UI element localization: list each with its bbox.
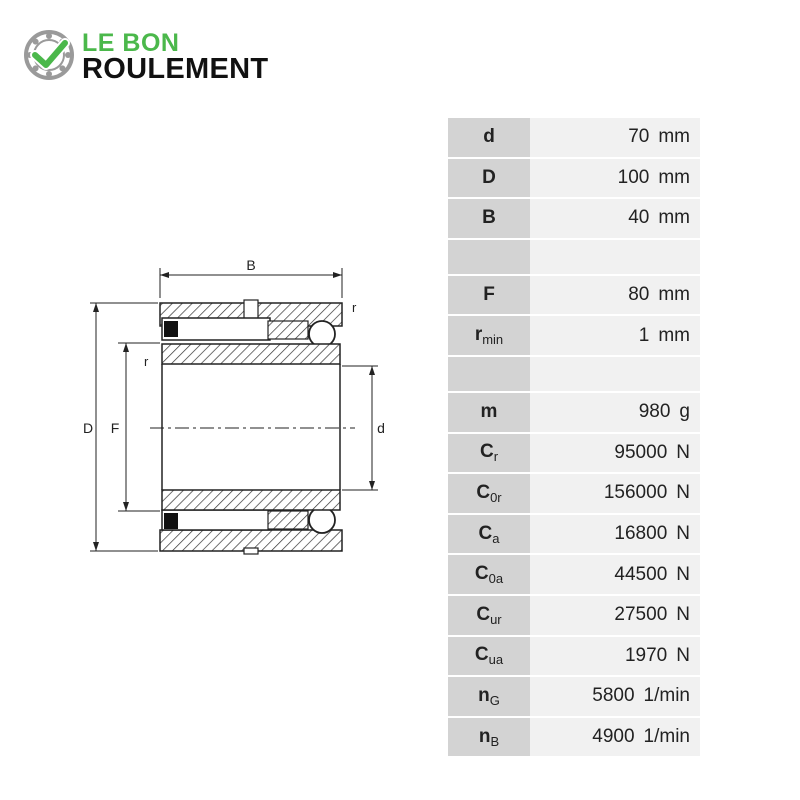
needle-roller-top	[162, 318, 270, 340]
brand-line2: ROULEMENT	[82, 53, 269, 85]
spec-unit: N	[676, 482, 690, 504]
label-r-outer: r	[352, 300, 357, 315]
spec-unit: mm	[658, 284, 690, 306]
spec-symbol-sub: ua	[488, 652, 504, 668]
spec-symbol-sub: 0r	[490, 489, 502, 505]
seal-left-top	[164, 321, 178, 337]
spec-value: 70	[628, 126, 650, 148]
spec-symbol-main: m	[480, 401, 498, 423]
spec-symbol	[448, 118, 530, 158]
bearing-cross-section-drawing	[70, 240, 410, 570]
spec-value-cell	[530, 717, 700, 758]
label-B: B	[246, 257, 256, 273]
spec-symbol-sub: r	[493, 449, 499, 465]
spec-unit: mm	[658, 207, 690, 229]
spec-row	[448, 198, 700, 239]
spec-value-cell	[530, 514, 700, 555]
spec-value: 4900	[592, 726, 635, 748]
spec-gap-row	[448, 356, 700, 392]
spec-row	[448, 636, 700, 677]
seal-left-bottom	[164, 513, 178, 529]
spec-symbol	[448, 554, 530, 595]
spec-symbol	[448, 275, 530, 316]
spec-value: 156000	[603, 482, 668, 504]
spec-value: 80	[628, 284, 650, 306]
spec-row	[448, 118, 700, 158]
spec-symbol-main: C	[478, 522, 493, 544]
spec-symbol-sub: min	[482, 332, 504, 348]
cage-bottom	[268, 511, 308, 529]
spec-value: 40	[628, 207, 650, 229]
spec-row	[448, 392, 700, 433]
spec-row	[448, 433, 700, 474]
spec-value: 1970	[624, 644, 668, 666]
label-d: d	[377, 420, 385, 436]
label-r-inner: r	[144, 354, 149, 369]
ball-top	[309, 321, 335, 347]
spec-value: 27500	[614, 604, 668, 626]
spec-symbol-main: C	[476, 481, 491, 503]
spec-value-cell	[530, 158, 700, 199]
label-F: F	[110, 420, 120, 436]
spec-symbol-main: n	[478, 684, 490, 706]
spec-unit: N	[676, 441, 690, 463]
spec-row	[448, 275, 700, 316]
spec-symbol-sub: 0a	[488, 571, 504, 587]
spec-symbol-main: F	[483, 284, 495, 306]
spec-value-cell	[530, 198, 700, 239]
spec-symbol	[448, 392, 530, 433]
specification-table	[448, 118, 700, 758]
spec-value-cell	[530, 473, 700, 514]
spec-symbol	[448, 595, 530, 636]
inner-ring-bottom	[162, 490, 340, 510]
spec-symbol-main: D	[482, 166, 496, 188]
spec-value: 5800	[592, 685, 635, 707]
spec-symbol	[448, 315, 530, 356]
spec-row	[448, 158, 700, 199]
spec-value: 44500	[614, 563, 668, 585]
spec-value-cell	[530, 676, 700, 717]
spec-symbol	[448, 198, 530, 239]
spec-value: 100	[617, 166, 650, 188]
spec-symbol-main: r	[474, 324, 483, 346]
spec-unit: g	[679, 401, 690, 423]
spec-symbol-sub: ur	[490, 611, 502, 627]
spec-symbol-sub: a	[492, 530, 500, 546]
spec-unit: mm	[658, 166, 690, 188]
spec-value: 16800	[614, 523, 668, 545]
cage-top	[268, 321, 308, 339]
lubrication-groove	[244, 548, 258, 554]
brand-logo	[22, 28, 302, 88]
brand-line1: LE BON	[82, 29, 180, 57]
spec-symbol-sub: B	[490, 733, 500, 749]
spec-symbol	[448, 717, 530, 758]
spec-gap-row	[448, 239, 700, 275]
spec-symbol-main: C	[479, 441, 494, 463]
spec-row	[448, 595, 700, 636]
spec-symbol	[448, 158, 530, 199]
spec-gap-cell	[448, 356, 530, 392]
spec-value-cell	[530, 554, 700, 595]
spec-value: 1	[638, 324, 650, 346]
spec-row	[448, 554, 700, 595]
spec-unit: 1/min	[643, 685, 690, 707]
spec-symbol	[448, 473, 530, 514]
spec-symbol-main: n	[478, 725, 491, 747]
spec-symbol	[448, 676, 530, 717]
spec-symbol	[448, 433, 530, 474]
spec-gap-cell	[530, 356, 700, 392]
spec-value-cell	[530, 433, 700, 474]
spec-symbol-main: d	[483, 126, 495, 148]
spec-symbol	[448, 514, 530, 555]
ball-bottom	[309, 507, 335, 533]
spec-value: 980	[638, 401, 671, 423]
spec-value-cell	[530, 315, 700, 356]
inner-ring-top	[162, 344, 340, 364]
spec-unit: N	[676, 644, 690, 666]
spec-row	[448, 315, 700, 356]
spec-value: 95000	[614, 441, 668, 463]
spec-symbol-main: C	[476, 603, 491, 625]
spec-symbol-main: B	[482, 207, 496, 229]
spec-unit: mm	[658, 126, 690, 148]
spec-value-cell	[530, 595, 700, 636]
spec-row	[448, 676, 700, 717]
spec-symbol-main: C	[474, 563, 489, 585]
spec-symbol-main: C	[474, 644, 489, 666]
spec-unit: mm	[658, 324, 690, 346]
spec-symbol-sub: G	[489, 692, 500, 708]
spec-value-cell	[530, 636, 700, 677]
spec-value-cell	[530, 392, 700, 433]
spec-unit: N	[676, 604, 690, 626]
label-D: D	[82, 420, 94, 436]
spec-row	[448, 717, 700, 758]
spec-value-cell	[530, 275, 700, 316]
spec-gap-cell	[448, 239, 530, 275]
spec-unit: N	[676, 523, 690, 545]
needle-roller-bottom	[162, 510, 270, 530]
bearing-check-icon	[22, 28, 76, 82]
spec-unit: N	[676, 563, 690, 585]
spec-gap-cell	[530, 239, 700, 275]
spec-row	[448, 514, 700, 555]
spec-row	[448, 473, 700, 514]
spec-value-cell	[530, 118, 700, 158]
spec-symbol	[448, 636, 530, 677]
spec-unit: 1/min	[643, 726, 690, 748]
